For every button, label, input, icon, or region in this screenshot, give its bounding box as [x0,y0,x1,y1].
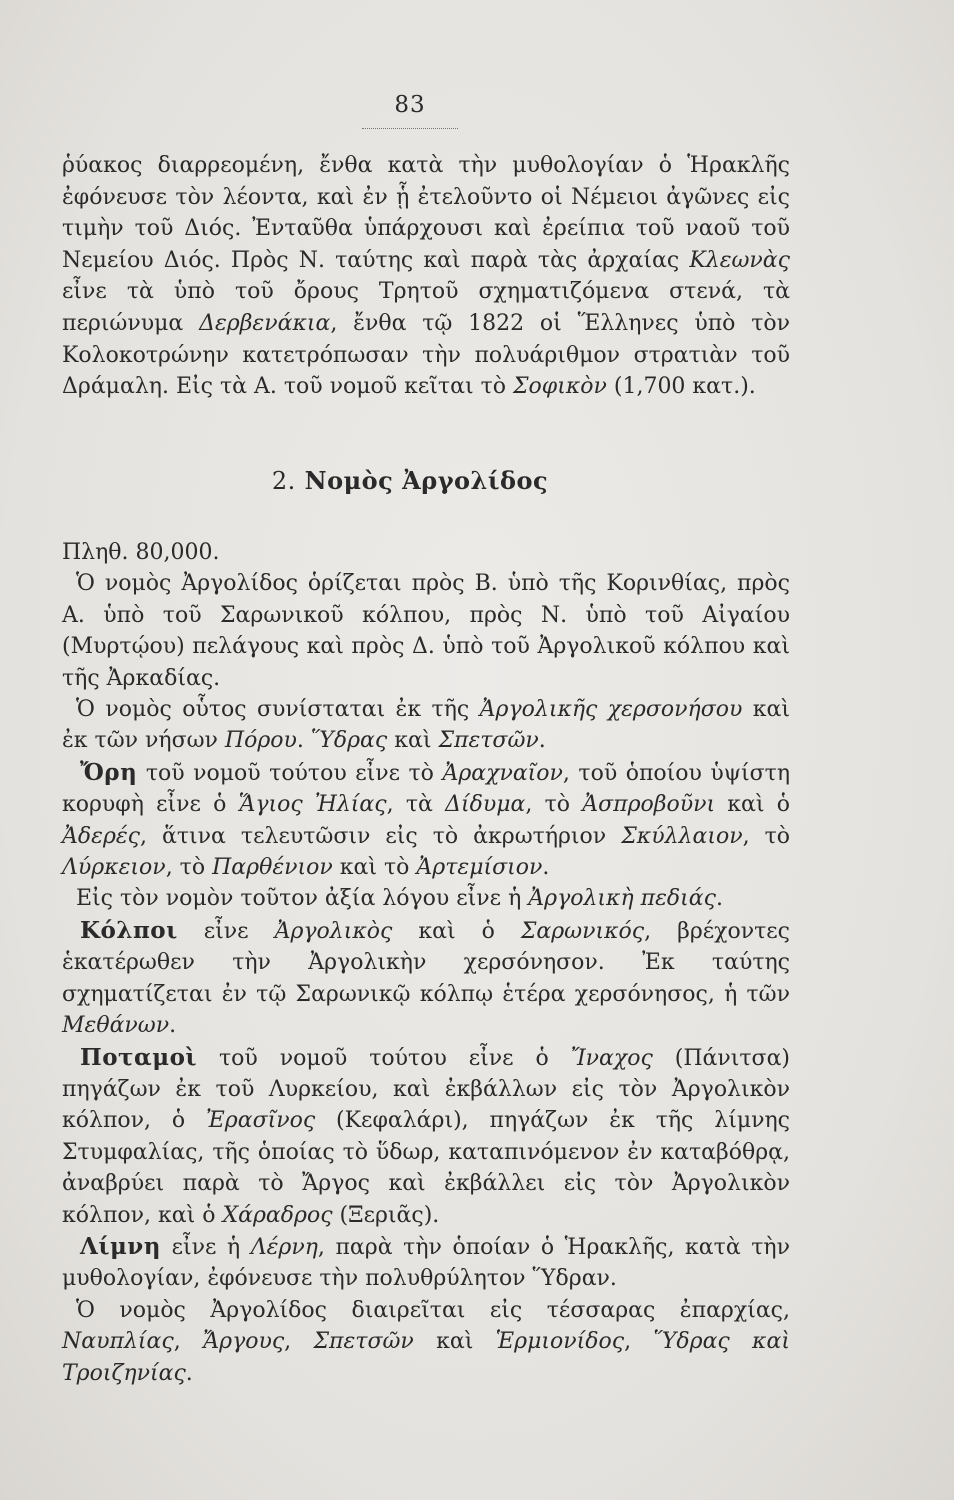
place-name: Παρθένιον [212,855,333,881]
place-name: Ναυπλίας [62,1329,174,1355]
text-run: καὶ [387,728,439,754]
text-run: , τοῦ ὁποίου ὑψίστη κορυφὴ εἶνε ὁ [62,760,791,818]
page-number: 83 [394,92,426,118]
place-name: Ἀδερές [62,823,140,849]
population-line: Πληθ. 80,000. [62,540,220,565]
text-run: (Πάνιτσα) πηγάζων ἐκ τοῦ Λυρκείου, καὶ ἐκβάλλων εἰς τὸν Ἀργολικὸν κόλπον, ὁ [62,1045,791,1134]
borders-paragraph: Ὁ νομὸς Ἀργολίδος ὁρίζεται πρὸς Β. ὑπὸ τῆς Κορινθίας, πρὸς Α. ὑπὸ τοῦ Σαρωνικοῦ κόλπου, πρὸς Ν. ὑπὸ τοῦ Αἰγαίου (Μυρτῴου) πελάγους καὶ πρὸς Δ. ὑπὸ τοῦ Ἀργολικοῦ κόλπου καὶ τῆς Ἀρκαδίας. [62,571,790,691]
text-run: . [542,855,550,881]
place-name: Σαρωνικός [520,918,645,944]
section-heading [0,466,820,495]
run-in-heading: Κόλποι [80,916,178,944]
text-run: (Κεφαλάρι), πηγάζων ἐκ τῆς λίμνης Στυμφαλίας, τῆς ὁποίας τὸ ὕδωρ, καταπινόμενον ἐν καταβόθρᾳ, ἀναβρύει παρὰ τὸ Ἄργος καὶ ἐκβάλλει εἰς τὸν Ἀργολικὸν κόλπον, καὶ ὁ [62,1108,790,1228]
place-name: Ὕδρας [310,728,388,754]
place-name: Σοφικὸν [512,374,607,400]
place-name: Λέρνη [250,1234,318,1260]
section-body [62,537,790,1389]
section-number: 2. [271,467,296,495]
place-name: Ἀσπροβοῦνι [582,792,716,818]
mountains-paragraph [62,757,790,884]
text-run: (Ξεριᾶς). [332,1202,440,1228]
text-run: τοῦ νομοῦ τούτου εἶνε τὸ [137,760,443,786]
run-in-heading: Ὄρη [80,758,138,786]
place-name: Σκύλλαιον [621,823,743,849]
text-run: εἶνε ἡ [161,1234,251,1260]
header-rule [362,128,458,129]
text-run: καὶ ὁ [392,918,521,944]
text-run: καὶ [413,1329,496,1355]
place-name: Δερβενάκια [199,310,331,336]
place-name: Ὕδρας καὶ Τροιζηνίας [62,1329,790,1386]
place-name: Σπετσῶν [438,728,539,754]
place-name: Ἴναχος [570,1045,653,1071]
composition-paragraph [62,694,790,757]
text-run: , [624,1329,654,1355]
text-run: , τὸ [165,855,213,881]
place-name: Ἀραχναῖον [442,760,563,786]
plain-paragraph [62,883,790,914]
place-name: Πόρου [224,728,297,754]
place-name: Λύρκειον [62,855,166,881]
run-in-heading: Ποταμοὶ [80,1043,198,1071]
text-run: . [169,1013,177,1039]
text-run: Ὁ νομὸς Ἀργολίδος διαιρεῖται εἰς τέσσαρας ἐπαρχίας, [76,1297,790,1323]
place-name: Ἅγιος Ἠλίας [238,792,387,818]
place-name: Ἑρμιονίδος [495,1329,625,1355]
text-run: , [173,1329,203,1355]
provinces-paragraph [62,1295,790,1389]
rivers-paragraph [62,1042,790,1231]
run-in-heading: Λίμνη [80,1232,161,1260]
text-run: εἶνε [177,918,275,944]
place-name: Ἀργολικῆς χερσονήσου [479,697,743,723]
place-name: Ἐρασῖνος [206,1108,316,1134]
text-run: , τὸ [742,823,790,849]
lake-paragraph [62,1231,790,1295]
text-run: . [538,728,546,754]
section-title: Νομὸς Ἀργολίδος [304,466,549,495]
place-name: Κλεωνὰς [689,247,790,273]
text-run: , παρὰ τὴν ὁποίαν ὁ Ἡρακλῆς, κατὰ τὴν μυθολογίαν, ἐφόνευσε τὴν πολυθρύλητον Ὕδραν. [62,1234,790,1292]
place-name: Ἄργους [203,1329,285,1355]
text-run: τοῦ νομοῦ τούτου εἶνε ὁ [197,1045,571,1071]
text-run: εἶνε τὰ ὑπὸ τοῦ ὄρους Τρητοῦ σχηματιζόμενα στενά, τὰ περιώνυμα [62,279,790,336]
text-run: Εἰς τὸν νομὸν τοῦτον ἀξία λόγου εἶνε ἡ [76,886,529,912]
text-run: (1,700 κατ.). [606,374,756,400]
text-run: Ὁ νομὸς οὗτος συνίσταται ἐκ τῆς [76,697,480,723]
place-name: Σπετσῶν [313,1329,414,1355]
place-name: Ἀρτεμίσιον [416,855,543,881]
text-run: ῥύακος διαρρεομένη, ἔνθα κατὰ τὴν μυθολογίαν ὁ Ἡρακλῆς ἐφόνευσε τὸν λέοντα, καὶ ἐν ᾗ ἐτελοῦντο οἱ Νέμειοι ἀγῶνες εἰς τιμὴν τοῦ Διός. Ἐνταῦθα ὑπάρχουσι καὶ ἐρείπια τοῦ ναοῦ τοῦ Νεμείου Διός. Πρὸς Ν. ταύτης καὶ παρὰ τὰς ἀρχαίας [62,153,790,273]
place-name: Μεθάνων [62,1013,170,1039]
place-name: Ἀργολικὴ πεδιάς [528,886,716,912]
text-run: . [185,1360,193,1386]
text-run: , [284,1329,314,1355]
text-run: καὶ τὸ [332,855,417,881]
intro-paragraph [62,150,790,403]
place-name: Δίδυμα [445,792,526,818]
text-run: , ἅτινα τελευτῶσιν εἰς τὸ ἀκρωτήριον [140,823,622,849]
text-run: . [296,728,311,754]
text-run: , ἔνθα τῷ 1822 οἱ Ἕλληνες ὑπὸ τὸν Κολοκοτρώνην κατετρόπωσαν τὴν πολυάριθμον στρατιὰν τοῦ Δράμαλη. Εἰς τὰ Α. τοῦ νομοῦ κεῖται τὸ [62,310,790,400]
text-run: , τὸ [525,792,583,818]
place-name: Ἀργολικὸς [274,918,393,944]
text-run: , τὰ [386,792,446,818]
text-run: καὶ ἐκ τῶν νήσων [62,697,790,754]
place-name: Χάραδρος [222,1202,333,1228]
text-run: . [715,886,723,912]
gulfs-paragraph [62,915,790,1042]
text-run: καὶ ὁ [715,792,790,818]
text-run: , βρέχοντες ἑκατέρωθεν τὴν Ἀργολικὴν χερσόνησον. Ἐκ ταύτης σχηματίζεται ἐν τῷ Σαρωνικῷ κόλπῳ ἑτέρα χερσόνησος, ἡ τῶν [62,918,790,1007]
